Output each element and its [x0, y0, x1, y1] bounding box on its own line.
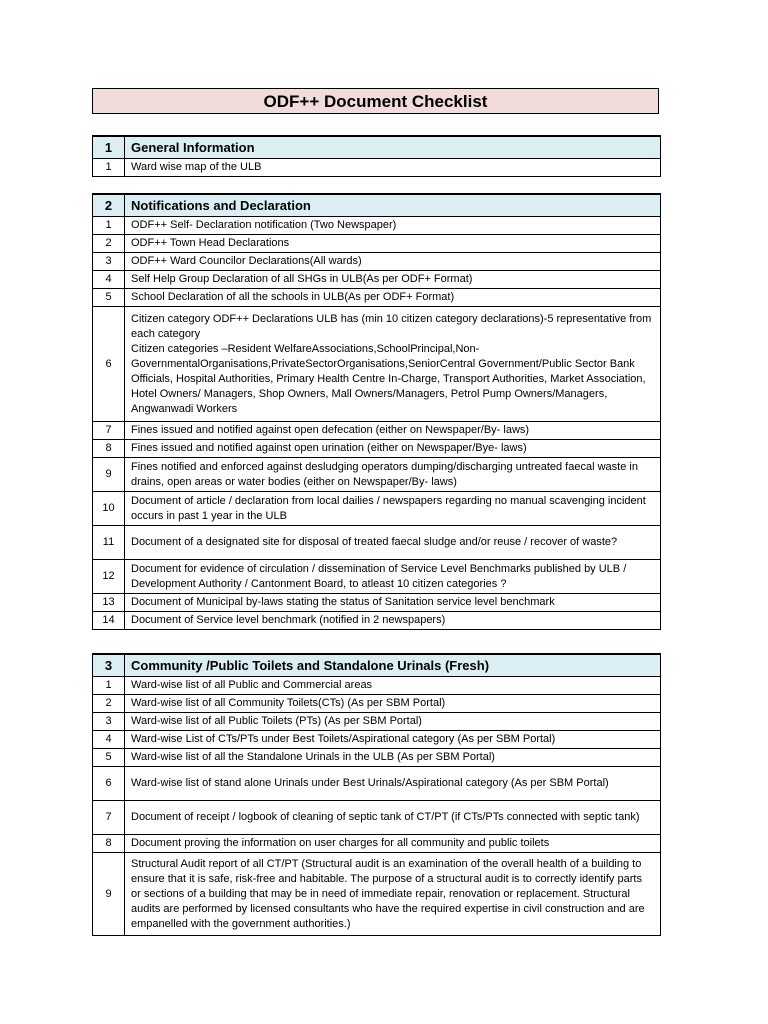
section-header — [93, 654, 661, 677]
section-general-information — [92, 135, 661, 177]
table-row — [93, 594, 661, 612]
item-number: 4 — [93, 731, 125, 749]
section-notifications-declaration — [92, 193, 661, 630]
item-number: 8 — [93, 440, 125, 458]
table-row — [93, 677, 661, 695]
item-text: Ward-wise list of all Public Toilets (PTs) (As per SBM Portal) — [125, 713, 661, 731]
item-number: 8 — [93, 835, 125, 853]
item-number: 10 — [93, 492, 125, 526]
item-number: 1 — [93, 217, 125, 235]
section-number: 2 — [93, 194, 125, 217]
table-row — [93, 713, 661, 731]
item-number: 6 — [93, 307, 125, 422]
table-row — [93, 422, 661, 440]
item-text: Self Help Group Declaration of all SHGs in ULB(As per ODF+ Format) — [125, 271, 661, 289]
item-number: 9 — [93, 853, 125, 936]
table-row — [93, 159, 661, 177]
item-text: Ward-wise list of all Public and Commercial areas — [125, 677, 661, 695]
section-heading: General Information — [125, 136, 661, 159]
item-text: Structural Audit report of all CT/PT (Structural audit is an examination of the overall health of a building to ensure that it is safe, risk-free and habitable. The purpose of a structural audit is to correctly identify parts or sections of a building that may be in need of immediate repair, renovation or replacement. Structural audits are performed by licensed consultants who have the required expertise in civil construction and are empanelled with the government authorities.) — [125, 853, 661, 936]
item-number: 1 — [93, 677, 125, 695]
item-number: 11 — [93, 526, 125, 560]
item-number: 6 — [93, 767, 125, 801]
item-text: Document proving the information on user charges for all community and public toilets — [125, 835, 661, 853]
item-text: Fines issued and notified against open urination (either on Newspaper/Bye- laws) — [125, 440, 661, 458]
item-text: Ward-wise List of CTs/PTs under Best Toilets/Aspirational category (As per SBM Portal) — [125, 731, 661, 749]
table-row — [93, 853, 661, 936]
item-number: 12 — [93, 560, 125, 594]
item-number: 7 — [93, 422, 125, 440]
table-row — [93, 835, 661, 853]
item-text: Fines notified and enforced against desludging operators dumping/discharging untreated faecal waste in drains, open areas or water bodies (either on Newspaper/By- laws) — [125, 458, 661, 492]
table-row — [93, 458, 661, 492]
item-text: School Declaration of all the schools in ULB(As per ODF+ Format) — [125, 289, 661, 307]
item-number: 14 — [93, 612, 125, 630]
item-text: Document of Municipal by-laws stating the status of Sanitation service level benchmark — [125, 594, 661, 612]
table-row — [93, 253, 661, 271]
table-row — [93, 612, 661, 630]
item-text: ODF++ Ward Councilor Declarations(All wards) — [125, 253, 661, 271]
item-text: Document for evidence of circulation / dissemination of Service Level Benchmarks published by ULB / Development Authority / Cantonment Board, to atleast 10 citizen categories ? — [125, 560, 661, 594]
table-row — [93, 271, 661, 289]
table-row — [93, 526, 661, 560]
section-header — [93, 136, 661, 159]
item-text: Document of a designated site for disposal of treated faecal sludge and/or reuse / recover of waste? — [125, 526, 661, 560]
table-row — [93, 695, 661, 713]
item-text: ODF++ Self- Declaration notification (Two Newspaper) — [125, 217, 661, 235]
table-row — [93, 749, 661, 767]
item-text: Citizen category ODF++ Declarations ULB has (min 10 citizen category declarations)-5 representative from each category Citizen categories –Resident WelfareAssociations,SchoolPrincipal,Non-GovernmentalOrganisations,PrivateSectorOrganisations,SeniorCentral Government/Public Sector Bank Officials, Hospital Authorities, Primary Health Centre In-Charge, Transport Authorities, Market Association, Hotel Owners/ Managers, Shop Owners, Mall Owners/Managers, Petrol Pump Owners/Managers, Angwanwadi Workers — [125, 307, 661, 422]
page-title: ODF++ Document Checklist — [92, 88, 659, 114]
item-number: 3 — [93, 253, 125, 271]
item-number: 9 — [93, 458, 125, 492]
table-row — [93, 289, 661, 307]
table-row — [93, 767, 661, 801]
item-number: 5 — [93, 749, 125, 767]
section-heading: Community /Public Toilets and Standalone Urinals (Fresh) — [125, 654, 661, 677]
item-number: 3 — [93, 713, 125, 731]
table-row — [93, 235, 661, 253]
section-header — [93, 194, 661, 217]
item-text: Document of receipt / logbook of cleaning of septic tank of CT/PT (if CTs/PTs connected with septic tank) — [125, 801, 661, 835]
table-row — [93, 560, 661, 594]
item-text: Ward-wise list of stand alone Urinals under Best Urinals/Aspirational category (As per SBM Portal) — [125, 767, 661, 801]
table-row — [93, 731, 661, 749]
item-number: 7 — [93, 801, 125, 835]
item-text: Document of Service level benchmark (notified in 2 newspapers) — [125, 612, 661, 630]
item-number: 1 — [93, 159, 125, 177]
table-row — [93, 440, 661, 458]
item-text: Ward wise map of the ULB — [125, 159, 661, 177]
item-number: 2 — [93, 235, 125, 253]
table-row — [93, 217, 661, 235]
section-community-public-toilets — [92, 653, 661, 936]
item-text: Ward-wise list of all the Standalone Urinals in the ULB (As per SBM Portal) — [125, 749, 661, 767]
table-row — [93, 307, 661, 422]
item-number: 4 — [93, 271, 125, 289]
item-number: 5 — [93, 289, 125, 307]
section-number: 1 — [93, 136, 125, 159]
item-text: ODF++ Town Head Declarations — [125, 235, 661, 253]
item-number: 13 — [93, 594, 125, 612]
table-row — [93, 492, 661, 526]
item-text: Document of article / declaration from local dailies / newspapers regarding no manual scavenging incident occurs in past 1 year in the ULB — [125, 492, 661, 526]
item-text: Ward-wise list of all Community Toilets(CTs) (As per SBM Portal) — [125, 695, 661, 713]
table-row — [93, 801, 661, 835]
item-number: 2 — [93, 695, 125, 713]
section-heading: Notifications and Declaration — [125, 194, 661, 217]
item-text: Fines issued and notified against open defecation (either on Newspaper/By- laws) — [125, 422, 661, 440]
section-number: 3 — [93, 654, 125, 677]
